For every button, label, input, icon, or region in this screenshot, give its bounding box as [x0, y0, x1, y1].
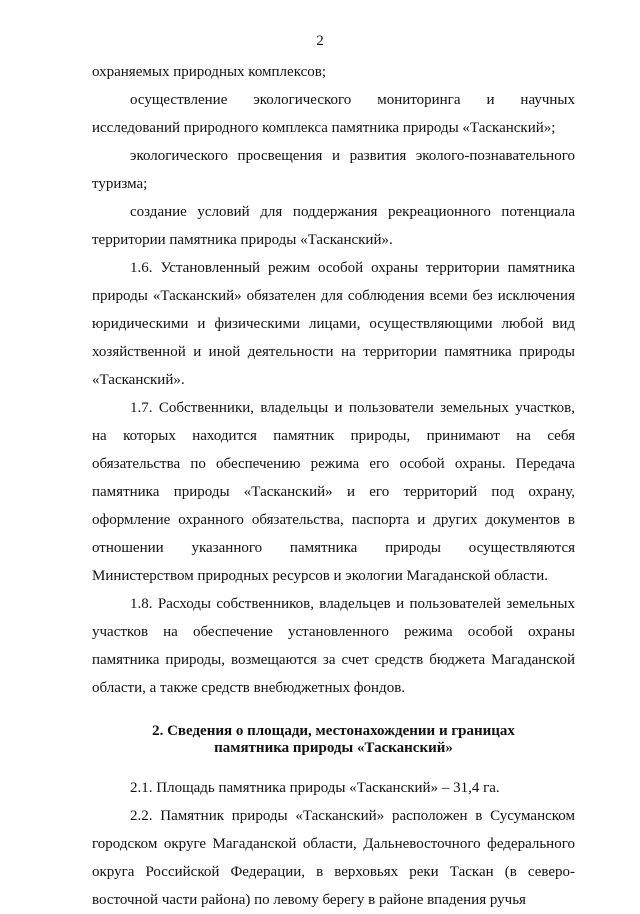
paragraph: создание условий для поддержания рекреационного потенциала территории памятника природы «Тасканский».	[92, 204, 575, 248]
paragraph: экологического просвещения и развития эколого-познавательного туризма;	[92, 148, 575, 192]
paragraph: осуществление экологического мониторинга и научных исследований природного комплекса памятника природы «Тасканский»;	[92, 92, 575, 136]
page-number: 2	[316, 33, 324, 49]
paragraph-1-6: 1.6. Установленный режим особой охраны территории памятника природы «Тасканский» обязателен для соблюдения всеми без исключения юридическими и физическими лицами, осуществляющими любой вид хозяйственной и иной деятельности на территории памятника природы «Тасканский».	[92, 260, 575, 388]
paragraph-2-2: 2.2. Памятник природы «Тасканский» расположен в Сусуманском городском округе Магаданской области, Дальневосточного федерального округа Российской Федерации, в верховьях реки Таскан (в северо-восточной части района) по левому берегу в районе впадения ручья	[92, 808, 575, 908]
paragraph-1-7: 1.7. Собственники, владельцы и пользователи земельных участков, на которых находится памятник природы, принимают на себя обязательства по обеспечению режима его особой охраны. Передача памятника природы «Тасканский» и его территорий под охрану, оформление охранного обязательства, паспорта и других документов в отношении указанного памятника природы осуществляются Министерством природных ресурсов и экологии Магаданской области.	[92, 400, 575, 584]
paragraph-2-1: 2.1. Площадь памятника природы «Тасканский» – 31,4 га.	[130, 780, 500, 796]
section-heading-line2: памятника природы «Тасканский»	[214, 740, 453, 756]
section-heading-line1: 2. Сведения о площади, местонахождении и границах	[152, 723, 515, 739]
document-body	[92, 58, 575, 914]
paragraph-1-8: 1.8. Расходы собственников, владельцев и пользователей земельных участков на обеспечение установленного режима особой охраны памятника природы, возмещаются за счет средств бюджета Магаданской области, а также средств внебюджетных фондов.	[92, 596, 575, 696]
paragraph: охраняемых природных комплексов;	[92, 64, 327, 80]
section-heading	[92, 723, 575, 757]
